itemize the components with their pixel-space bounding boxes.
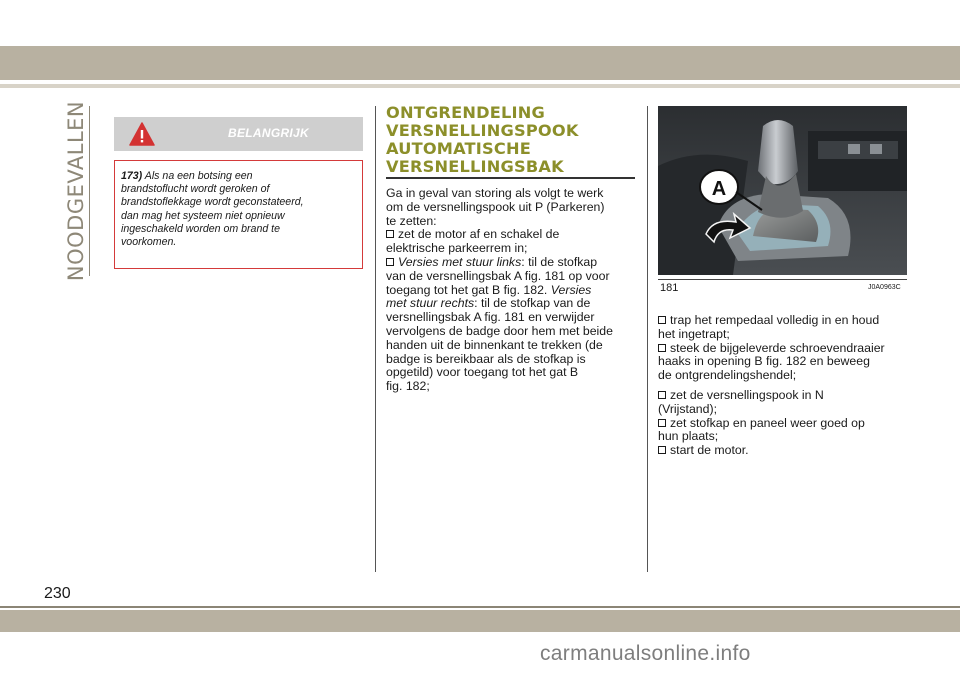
step-text: : til de stofkap [521, 254, 598, 269]
step-text: elektrische parkeerrem in; [386, 241, 528, 256]
heading-line: ONTGRENDELING [386, 103, 545, 122]
step-text: badge is bereikbaar als de stofkap is [386, 351, 586, 366]
heading-line: VERSNELLINGSPOOK [386, 121, 579, 140]
heading-line: VERSNELLINGSBAK [386, 157, 564, 176]
checkbox-bullet-icon [386, 258, 394, 266]
step-text: (Vrijstand); [658, 401, 717, 416]
step-text: vervolgens de badge door hem met beide [386, 323, 613, 338]
step-text: start de motor. [670, 443, 749, 458]
top-band [0, 46, 960, 80]
warning-title: BELANGRIJK [227, 126, 309, 140]
figure-number: 181 [660, 282, 679, 294]
heading-line: AUTOMATISCHE [386, 139, 531, 158]
intro-line: om de versnellingspook uit P (Parkeren) [386, 199, 605, 214]
intro-line: te zetten: [386, 213, 437, 228]
warning-line: ingeschakeld worden om brand te [121, 222, 281, 235]
step-6 [658, 417, 913, 431]
step-1 [386, 228, 641, 242]
step-text: de ontgrendelingshendel; [658, 368, 797, 383]
column-divider-1 [375, 106, 376, 572]
warning-line: Als na een botsing een [144, 170, 253, 182]
step-text: haaks in opening B fig. 182 en beweeg [658, 354, 870, 369]
step-text: handen uit de binnenkant te trekken (de [386, 337, 603, 352]
section-tab [60, 100, 92, 282]
step-text: opgetild) voor toegang tot het gat B [386, 365, 579, 380]
step-5 [658, 389, 913, 403]
step-text-italic: Versies [550, 282, 592, 297]
checkbox-bullet-icon [658, 391, 666, 399]
intro-line: Ga in geval van storing als volgt te werk [386, 186, 604, 200]
warning-line: voorkomen. [121, 236, 177, 249]
step-text: zet de versnellingspook in N [670, 387, 824, 402]
warning-box [114, 160, 363, 269]
step-text: versnellingsbak A fig. 181 en verwijder [386, 310, 595, 325]
watermark: carmanualsonline.info [540, 642, 751, 665]
step-text: trap het rempedaal volledig in en houd [670, 313, 880, 327]
checkbox-bullet-icon [658, 316, 666, 324]
checkbox-bullet-icon [658, 446, 666, 454]
bottom-band [0, 610, 960, 632]
checkbox-bullet-icon [386, 230, 394, 238]
step-text: steek de bijgeleverde schroevendraaier [670, 340, 885, 355]
step-text: fig. 182; [386, 379, 430, 394]
section-heading [386, 104, 636, 176]
warning-note-number: 173) [121, 170, 143, 182]
figure-caption-rule [658, 279, 907, 280]
step-text: het ingetrapt; [658, 326, 730, 341]
bottom-line [0, 606, 960, 608]
warning-header [114, 117, 363, 151]
step-text: zet stofkap en paneel weer goed op [670, 415, 865, 430]
top-line [0, 84, 960, 88]
column-divider-2 [647, 106, 648, 572]
warning-triangle-icon [129, 121, 155, 147]
checkbox-bullet-icon [658, 419, 666, 427]
page-number: 230 [44, 585, 71, 602]
step-4 [658, 342, 913, 356]
warning-line: brandstoflucht wordt geroken of [121, 183, 270, 196]
figure-label-a: A [711, 178, 727, 200]
step-text [386, 297, 641, 311]
figure-181-photo [658, 106, 907, 275]
section-tab-rule [89, 106, 90, 276]
step-text: toegang tot het gat B fig. 182. [386, 282, 551, 297]
step-2 [386, 256, 641, 270]
checkbox-bullet-icon [658, 344, 666, 352]
step-3 [658, 314, 913, 328]
step-7 [658, 444, 913, 458]
step-text: : til de stofkap van de [474, 296, 591, 311]
step-text-italic: met stuur rechts [386, 296, 475, 311]
warning-text [121, 170, 351, 249]
gear-shifter-illustration [658, 106, 907, 275]
section-tab-label: NOODGEVALLEN [64, 100, 88, 282]
figure-code: J0A0963C [868, 284, 901, 291]
step-text: hun plaats; [658, 429, 719, 444]
step-text: zet de motor af en schakel de [398, 227, 560, 242]
warning-line: brandstoflekkage wordt geconstateerd, [121, 196, 304, 209]
step-text-italic: Versies met stuur links [398, 254, 522, 269]
step-text: van de versnellingsbak A fig. 181 op voor [386, 268, 610, 283]
step-text [386, 284, 641, 298]
heading-rule [386, 177, 635, 179]
instructions-column-2 [386, 187, 641, 394]
warning-line: dan mag het systeem niet opnieuw [121, 209, 285, 222]
instructions-column-3 [658, 314, 913, 458]
